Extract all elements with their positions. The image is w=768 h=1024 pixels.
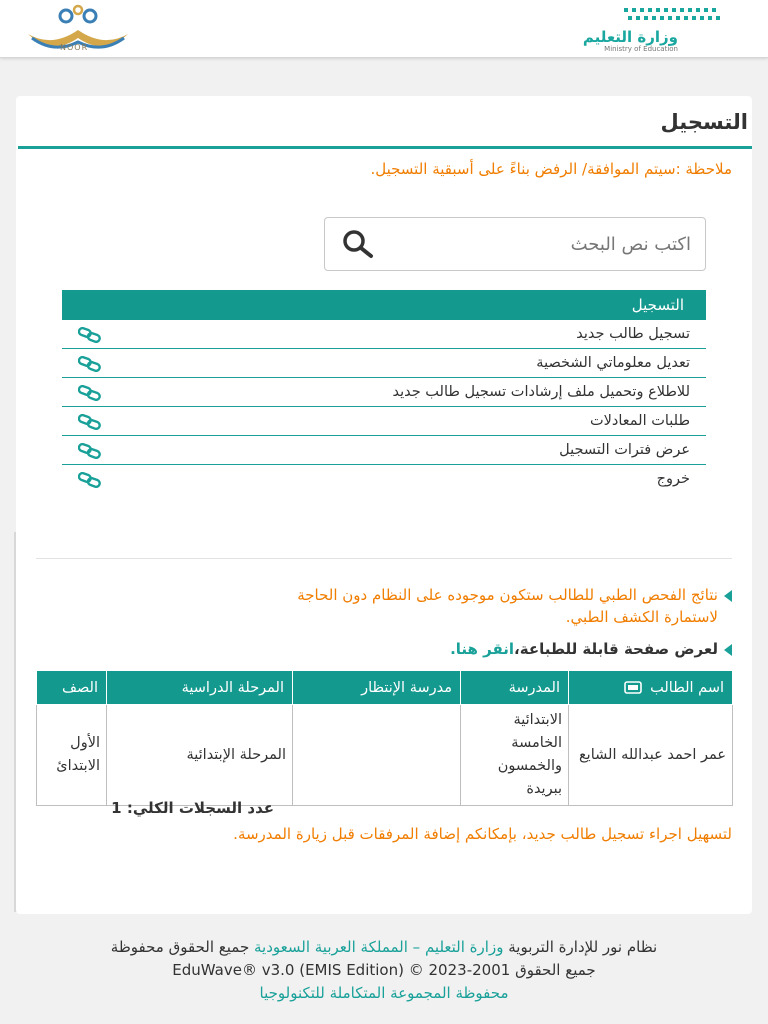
page-footer bbox=[0, 936, 768, 1005]
link-icon[interactable] bbox=[78, 385, 102, 401]
link-icon[interactable] bbox=[78, 356, 102, 372]
menu-item-label[interactable]: تسجيل طالب جديد bbox=[576, 326, 690, 342]
footer-system-name: نظام نور للإدارة التربوية bbox=[508, 938, 658, 956]
menu-item-new-student[interactable] bbox=[62, 320, 706, 349]
search-box bbox=[324, 217, 706, 271]
column-header-student-name[interactable]: اسم الطالب bbox=[569, 671, 733, 705]
students-table bbox=[36, 670, 733, 806]
ministry-name-en: Ministry of Education bbox=[604, 45, 678, 53]
bullet-arrow-icon bbox=[724, 644, 732, 656]
menu-item-edit-profile[interactable] bbox=[62, 349, 706, 378]
menu-item-label[interactable]: للاطلاع وتحميل ملف إرشادات تسجيل طالب جديد bbox=[392, 384, 690, 400]
column-header-stage[interactable]: المرحلة الدراسية bbox=[107, 671, 293, 705]
menu-item-registration-periods[interactable] bbox=[62, 436, 706, 465]
link-icon[interactable] bbox=[78, 327, 102, 343]
footer-copyright: جميع الحقوق 2001-2023 © EduWave® v3.0 (EMIS Edition) bbox=[172, 961, 596, 979]
cell-school: الابتدائية الخامسة والخمسون ببريدة bbox=[461, 705, 569, 806]
footer-rights: جميع الحقوق محفوظة bbox=[110, 938, 250, 956]
link-icon[interactable] bbox=[78, 414, 102, 430]
column-header-grade[interactable]: الصف bbox=[37, 671, 107, 705]
medical-info-line2: لاستمارة الكشف الطبي. bbox=[565, 608, 718, 626]
menu-item-guidelines[interactable] bbox=[62, 378, 706, 407]
search-icon[interactable] bbox=[341, 228, 375, 262]
printable-text: لعرض صفحة قابلة للطباعة، bbox=[514, 640, 718, 658]
menu-item-logout[interactable] bbox=[62, 465, 706, 494]
search-input[interactable] bbox=[385, 218, 705, 270]
printable-link[interactable]: انقر هنا. bbox=[450, 640, 515, 658]
cell-stage: المرحلة الإبتدائية bbox=[107, 705, 293, 806]
column-header-school[interactable]: المدرسة bbox=[461, 671, 569, 705]
table-row[interactable] bbox=[37, 705, 733, 806]
cell-student-name: عمر احمد عبدالله الشايع bbox=[569, 705, 733, 806]
menu-item-label[interactable]: خروج bbox=[656, 471, 690, 487]
medical-info bbox=[72, 584, 732, 628]
footer-line1 bbox=[10, 936, 758, 959]
column-header-waiting-school[interactable]: مدرسة الإنتظار bbox=[293, 671, 461, 705]
page-title: التسجيل bbox=[660, 110, 748, 134]
attachments-note: لتسهيل اجراء تسجيل طالب جديد، بإمكانكم إضافة المرفقات قبل زيارة المدرسة. bbox=[233, 825, 732, 843]
printable-info bbox=[42, 638, 732, 660]
link-icon[interactable] bbox=[78, 472, 102, 488]
menu-item-label[interactable]: عرض فترات التسجيل bbox=[559, 442, 690, 458]
section-divider bbox=[36, 558, 732, 559]
ministry-name-ar: وزارة التعليم bbox=[582, 28, 678, 46]
medical-info-line1: نتائج الفحص الطبي للطالب ستكون موجوده على النظام دون الحاجة bbox=[297, 586, 718, 604]
sort-icon[interactable] bbox=[624, 681, 642, 694]
noor-label: NOOR bbox=[60, 43, 89, 52]
registration-menu bbox=[62, 290, 706, 494]
records-total: عدد السجلات الكلي: 1 bbox=[111, 799, 274, 817]
registration-card bbox=[16, 96, 752, 914]
title-divider bbox=[18, 146, 752, 149]
menu-header: التسجيل bbox=[62, 290, 706, 320]
footer-ministry-link[interactable]: وزارة التعليم – المملكة العربية السعودية bbox=[254, 938, 504, 956]
menu-item-label[interactable]: طلبات المعادلات bbox=[589, 413, 690, 429]
table-header-row bbox=[37, 671, 733, 705]
link-icon[interactable] bbox=[78, 443, 102, 459]
cell-grade: الأول الابتدائ bbox=[37, 705, 107, 806]
menu-item-equivalency[interactable] bbox=[62, 407, 706, 436]
approval-note: ملاحظة :سيتم الموافقة/ الرفض بناءً على أسبقية التسجيل. bbox=[370, 160, 732, 178]
footer-company-link[interactable]: محفوظة المجموعة المتكاملة للتكنولوجيا bbox=[259, 984, 509, 1002]
top-header bbox=[0, 0, 768, 58]
bullet-arrow-icon bbox=[724, 590, 732, 602]
cell-waiting-school bbox=[293, 705, 461, 806]
menu-item-label[interactable]: تعديل معلوماتي الشخصية bbox=[536, 355, 690, 371]
